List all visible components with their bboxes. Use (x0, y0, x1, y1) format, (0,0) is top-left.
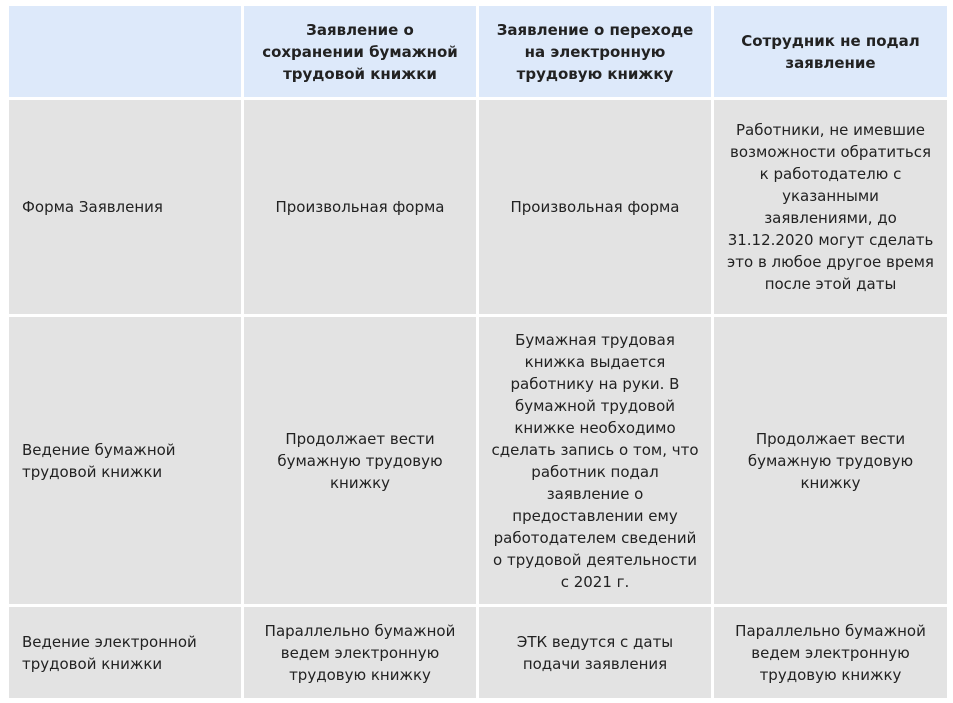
table-cell: Бумажная трудовая книжка выдается работнику на руки. В бумажной трудовой книжке необходимо сделать запись о том, что работник подал заявление о предоставлении ему работодателем сведений о трудовой деятельности с 2021 г. (479, 317, 711, 604)
header-cell-empty (9, 6, 241, 97)
table-cell: Параллельно бумажной ведем электронную трудовую книжку (714, 607, 947, 698)
table-cell: Параллельно бумажной ведем электронную трудовую книжку (244, 607, 476, 698)
row-label-electronic-book: Ведение электронной трудовой книжки (9, 607, 241, 698)
header-cell-no-statement: Сотрудник не подал заявление (714, 6, 947, 97)
table-cell: Произвольная форма (244, 100, 476, 314)
comparison-table (9, 6, 946, 698)
table-cell: ЭТК ведутся с даты подачи заявления (479, 607, 711, 698)
table-cell: Продолжает вести бумажную трудовую книжку (244, 317, 476, 604)
header-cell-paper-book-statement: Заявление о сохранении бумажной трудовой книжки (244, 6, 476, 97)
table-cell: Работники, не имевшие возможности обратиться к работодателю с указанными заявлениями, до 31.12.2020 могут сделать это в любое другое время после этой даты (714, 100, 947, 314)
row-label-form: Форма Заявления (9, 100, 241, 314)
table-cell: Произвольная форма (479, 100, 711, 314)
header-cell-electronic-book-statement: Заявление о переходе на электронную трудовую книжку (479, 6, 711, 97)
row-label-paper-book: Ведение бумажной трудовой книжки (9, 317, 241, 604)
table-cell: Продолжает вести бумажную трудовую книжку (714, 317, 947, 604)
